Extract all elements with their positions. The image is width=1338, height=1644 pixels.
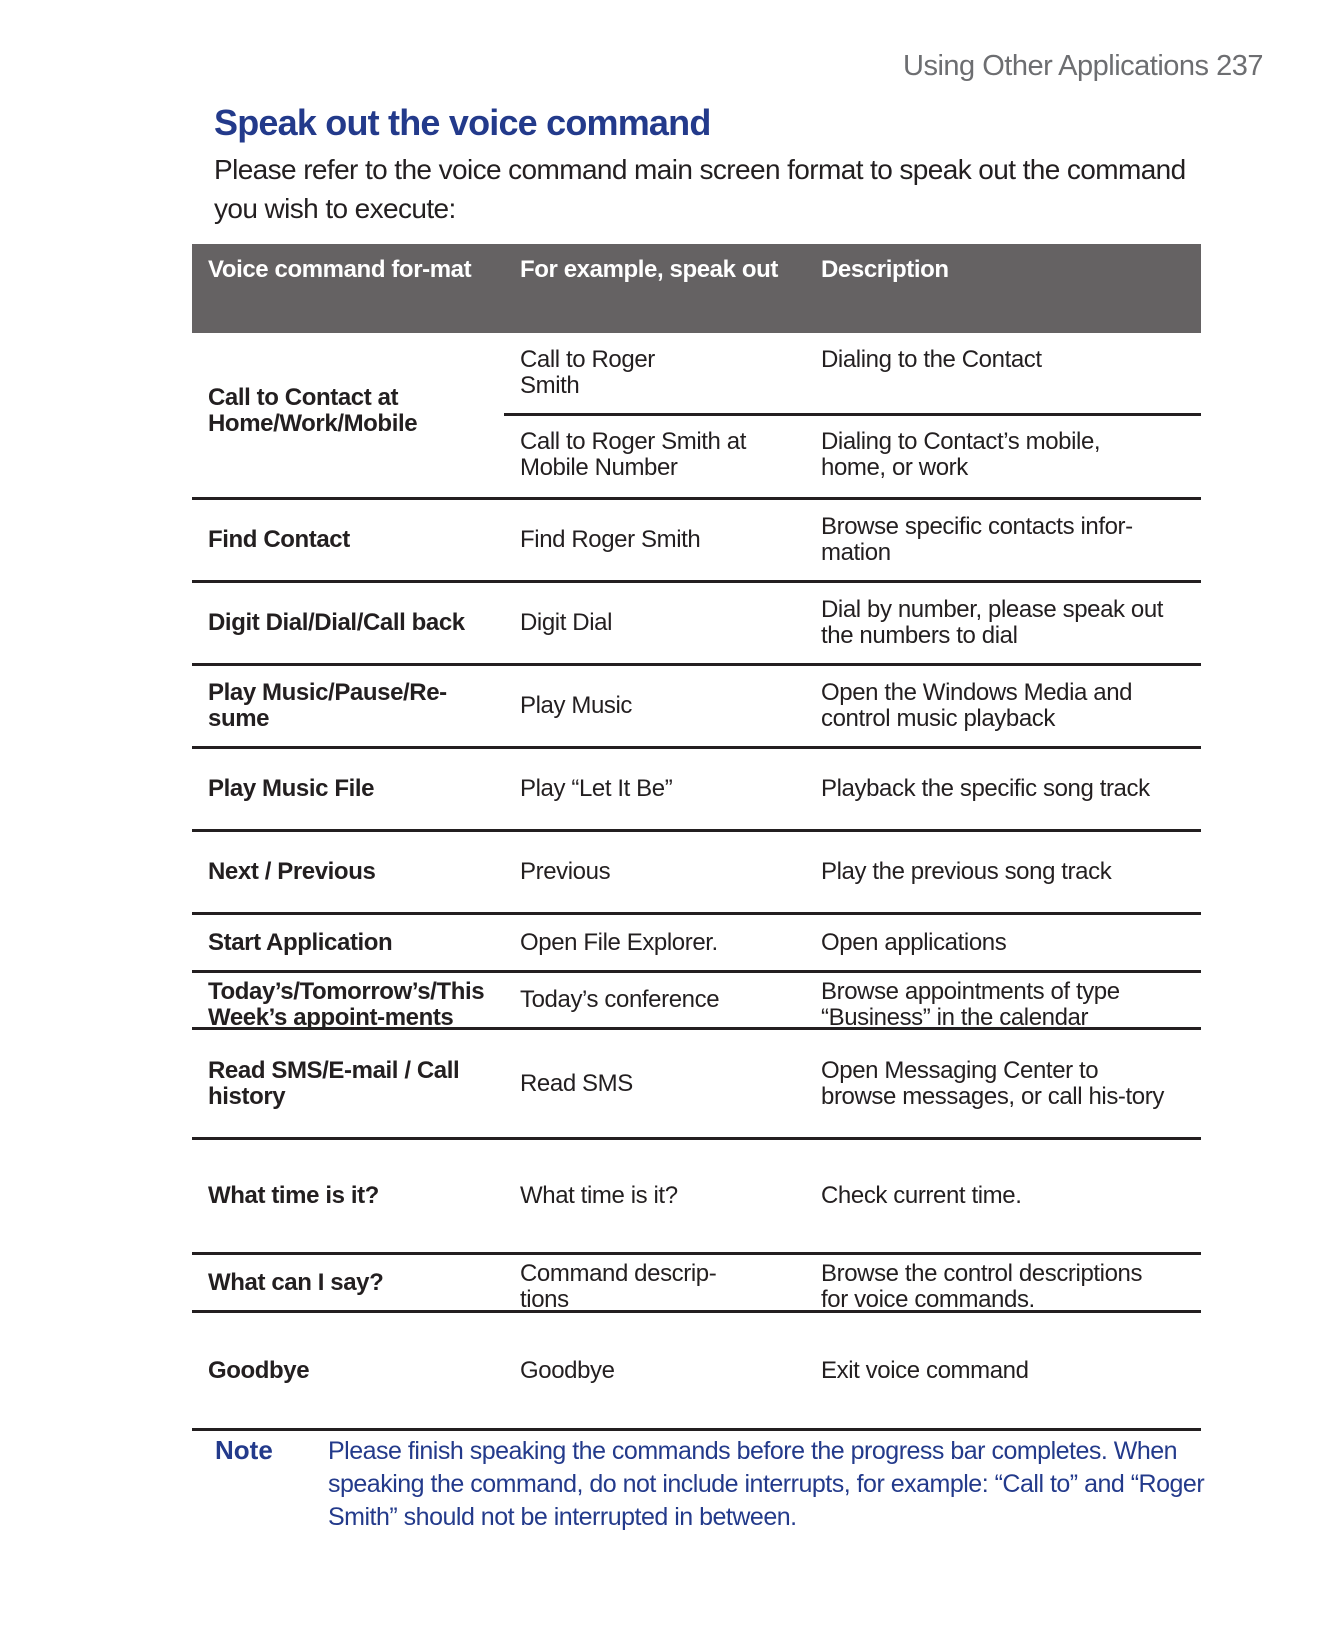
format-cell: Call to Contact at Home/Work/Mobile (208, 384, 418, 437)
description-cell: Open the Windows Media and control music playback (821, 679, 1133, 732)
description-cell: Playback the specific song track (821, 775, 1150, 802)
description-cell: Check current time. (821, 1182, 1022, 1209)
description-cell: Exit voice command (821, 1356, 1029, 1384)
example-cell: Read SMS (520, 1069, 633, 1097)
format-cell: Next / Previous (208, 858, 376, 885)
format-cell: Play Music/Pause/Re-sume (208, 679, 447, 732)
running-header: Using Other Applications 237 (903, 50, 1263, 82)
note-label: Note (215, 1435, 273, 1465)
example-cell: Play Music (520, 692, 633, 719)
description-cell: Dial by number, please speak out the numbers to dial (821, 596, 1164, 649)
description-cell: Browse specific contacts infor-mation (821, 513, 1133, 566)
header-format: Voice command for-mat (208, 256, 472, 283)
format-cell: What time is it? (208, 1182, 379, 1209)
format-cell: Today’s/Tomorrow’s/This Week’s appoint-ments (208, 978, 485, 1031)
header-example: For example, speak out (520, 256, 778, 283)
format-cell: Start Application (208, 928, 393, 956)
example-cell: Goodbye (520, 1356, 615, 1384)
example-cell: Open File Explorer. (520, 928, 718, 956)
table-header (192, 244, 1201, 333)
example-cell: Call to Roger Smith at Mobile Number (520, 428, 746, 481)
table-row (192, 1313, 1201, 1431)
intro-paragraph: Please refer to the voice command main screen format to speak out the command you wish to execute: (214, 154, 1186, 224)
sub-row-divider (504, 413, 1201, 416)
table-row (192, 1030, 1201, 1140)
table-row (192, 973, 1201, 1030)
example-cell: Call to Roger Smith (520, 346, 655, 399)
format-cell: Find Contact (208, 526, 350, 553)
description-cell: Open Messaging Center to browse messages, or call his-tory (821, 1056, 1164, 1110)
table-row (192, 1255, 1201, 1313)
table-row (192, 1140, 1201, 1255)
description-cell: Dialing to Contact’s mobile, home, or work (821, 428, 1101, 481)
format-cell: Goodbye (208, 1356, 310, 1384)
format-cell: Play Music File (208, 775, 375, 802)
table-row (192, 749, 1201, 832)
table-row (192, 666, 1201, 749)
note-text: Please finish speaking the commands before the progress bar completes. When speaking the command, do not include interrupts, for example: “Call to” and “Roger Smith” should not be interrupted in between. (328, 1437, 1205, 1531)
description-cell: Browse appointments of type “Business” in the calendar (821, 978, 1120, 1031)
example-cell: Digit Dial (520, 609, 613, 636)
example-cell: What time is it? (520, 1182, 678, 1209)
section-title: Speak out the voice command (214, 102, 711, 143)
table-row (192, 915, 1201, 973)
format-cell: Read SMS/E-mail / Call history (208, 1056, 460, 1110)
table-row (192, 500, 1201, 583)
format-cell: What can I say? (208, 1268, 384, 1296)
example-cell: Command descrip-tions (520, 1260, 717, 1313)
description-cell: Open applications (821, 928, 1007, 956)
format-cell: Digit Dial/Dial/Call back (208, 609, 465, 636)
example-cell: Today’s conference (520, 986, 720, 1013)
description-cell: Play the previous song track (821, 858, 1112, 885)
example-cell: Find Roger Smith (520, 526, 701, 553)
table-row (192, 333, 1201, 500)
description-cell: Dialing to the Contact (821, 346, 1042, 373)
table-row (192, 583, 1201, 666)
example-cell: Play “Let It Be” (520, 775, 673, 802)
description-cell: Browse the control descriptions for voice commands. (821, 1260, 1143, 1313)
header-description: Description (821, 256, 949, 283)
table-row (192, 832, 1201, 915)
example-cell: Previous (520, 858, 611, 885)
voice-command-table (192, 244, 1201, 1431)
